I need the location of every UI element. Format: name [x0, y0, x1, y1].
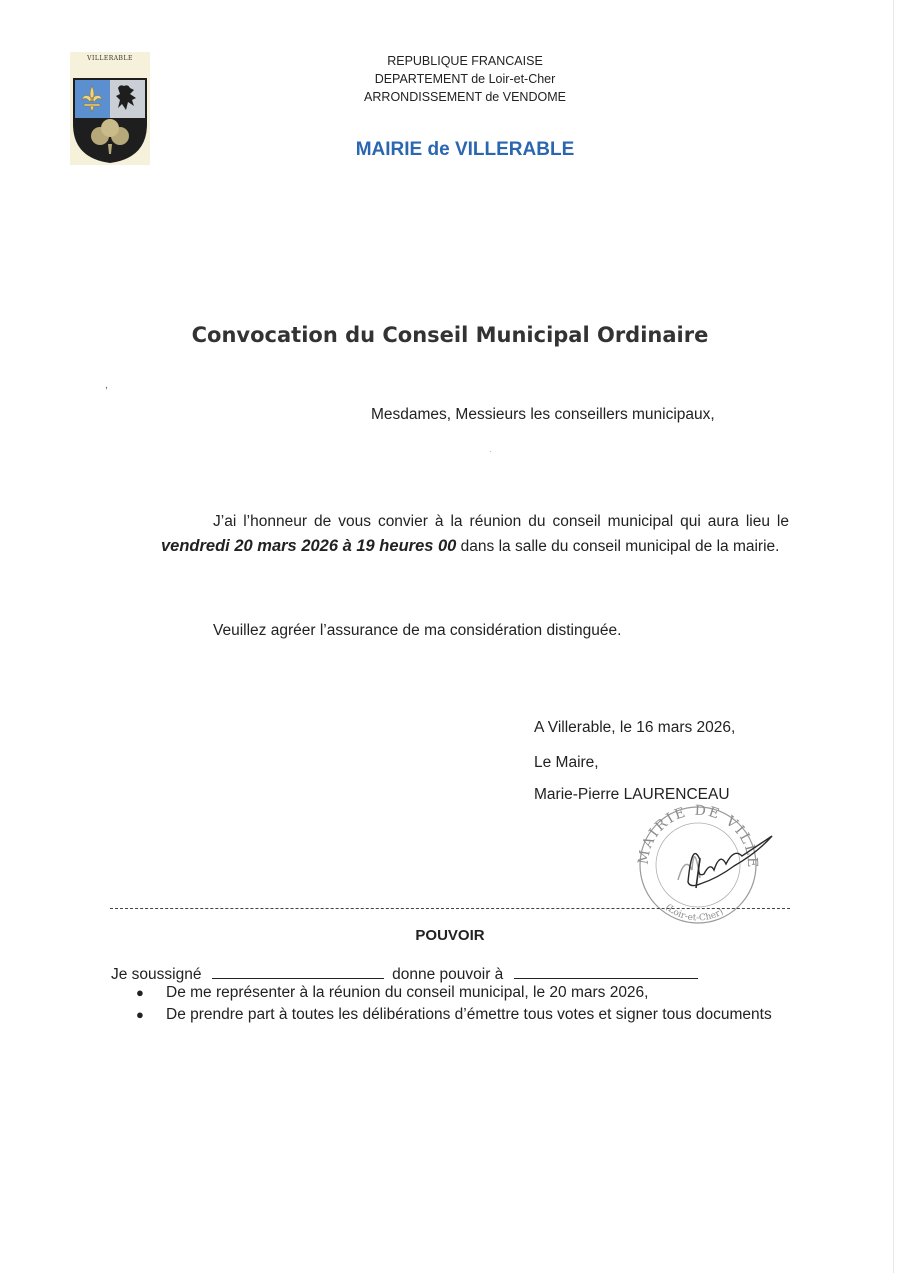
- header-departement: DEPARTEMENT de Loir-et-Cher: [374, 72, 556, 86]
- grantor-name-field[interactable]: [212, 962, 384, 979]
- salutation: Mesdames, Messieurs les conseillers municipaux,: [371, 406, 715, 423]
- svg-text:(Loir-et-Cher): [663, 902, 725, 924]
- stamp-ring-text: MAIRIE DE VILLE: [635, 802, 761, 870]
- stamp-bottom-text: (Loir-et-Cher): [663, 902, 726, 924]
- official-stamp: [630, 800, 780, 930]
- invitation-paragraph: [161, 510, 789, 559]
- invitation-location: dans la salle du conseil municipal de la mairie.: [460, 538, 780, 555]
- administrative-header: [330, 52, 600, 106]
- closing-formula: Veuillez agréer l’assurance de ma considération distinguée.: [213, 622, 622, 639]
- svg-text:MAIRIE DE VILLERABLE: [630, 800, 760, 870]
- cut-line-separator: [110, 908, 790, 909]
- stray-dot: ·: [489, 447, 492, 456]
- meeting-date: vendredi 20 mars 2026 à 19 heures 00: [161, 537, 457, 555]
- proxy-middle-label: donne pouvoir à: [392, 966, 504, 983]
- list-item: ● De prendre part à toutes les délibérations d’émettre tous votes et signer tous documents: [136, 1006, 772, 1023]
- proxy-holder-name-field[interactable]: [514, 962, 698, 979]
- header-arrondissement: ARRONDISSEMENT de VENDOME: [364, 90, 566, 104]
- place-and-date: A Villerable, le 16 mars 2026,: [534, 719, 736, 736]
- proxy-prefix-label: Je soussigné: [111, 966, 202, 983]
- document-title: Convocation du Conseil Municipal Ordinaire: [191, 323, 709, 347]
- list-item: ● De me représenter à la réunion du conseil municipal, le 20 mars 2026,: [136, 984, 649, 1001]
- mairie-heading: MAIRIE de VILLERABLE: [355, 139, 575, 160]
- pouvoir-title: POUVOIR: [415, 927, 485, 944]
- proxy-form-row: [111, 962, 698, 984]
- signatory-name: Marie-Pierre LAURENCEAU: [534, 786, 730, 803]
- proxy-powers-list: [130, 982, 791, 1026]
- coat-of-arms-logo: [70, 52, 150, 165]
- shield-icon: [70, 66, 150, 165]
- page-edge-line: [893, 0, 894, 1273]
- stray-mark: ,: [105, 380, 108, 391]
- signatory-role: Le Maire,: [534, 754, 599, 771]
- invitation-intro: J’ai l’honneur de vous convier à la réunion du conseil municipal qui aura lieu le: [213, 513, 789, 530]
- header-republique: REPUBLIQUE FRANCAISE: [387, 54, 543, 68]
- logo-caption: VILLERABLE: [87, 55, 133, 62]
